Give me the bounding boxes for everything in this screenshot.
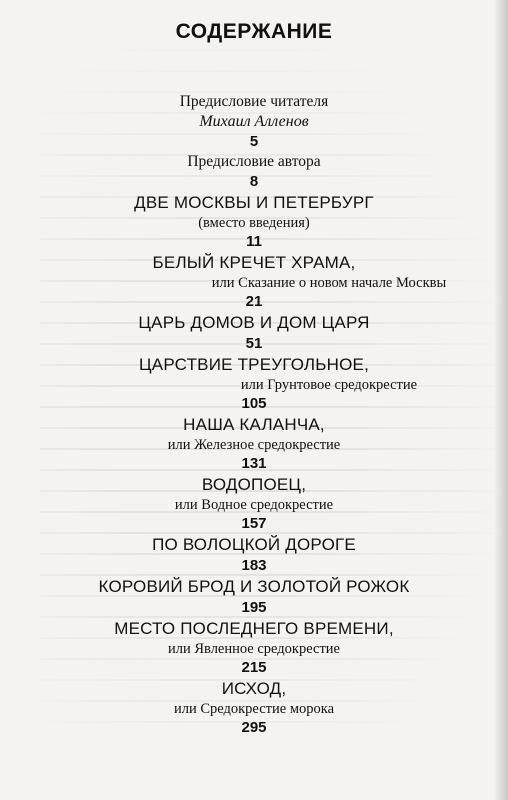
entry-page-number: 157 xyxy=(241,515,267,532)
entry-subtitle: или Водное средокрестие xyxy=(174,497,334,513)
entry-page-number: 5 xyxy=(249,133,259,150)
toc-entry xyxy=(0,474,508,534)
toc-entry xyxy=(0,678,508,738)
entry-subtitle-text: или Грунтовое средокрестие xyxy=(240,377,418,393)
entry-title: ЦАРСТВИЕ ТРЕУГОЛЬНОЕ, xyxy=(139,355,369,374)
entry-page-number: 51 xyxy=(245,335,263,352)
toc-entry xyxy=(0,312,508,354)
entry-page-number: 215 xyxy=(241,659,267,676)
entry-page-number: 11 xyxy=(246,233,262,250)
entry-author: Михаил Алленов xyxy=(199,113,309,130)
table-of-contents xyxy=(0,12,508,738)
entry-page-number: 195 xyxy=(241,599,267,616)
entry-page-number: 295 xyxy=(241,719,267,736)
entry-title: ЦАРЬ ДОМОВ И ДОМ ЦАРЯ xyxy=(138,313,370,332)
entry-title: ДВЕ МОСКВЫ И ПЕТЕРБУРГ xyxy=(134,193,374,212)
entry-title: Предисловие читателя xyxy=(179,93,329,110)
toc-entry xyxy=(0,576,508,618)
entry-title: БЕЛЫЙ КРЕЧЕТ ХРАМА, xyxy=(152,253,356,272)
entry-page-number: 8 xyxy=(249,173,259,190)
entry-page-number: 131 xyxy=(241,455,267,472)
toc-entry xyxy=(0,618,508,678)
entry-subtitle xyxy=(0,274,508,292)
entry-subtitle: (вместо введения) xyxy=(198,215,310,231)
toc-heading: СОДЕРЖАНИЕ xyxy=(175,20,333,43)
entry-title: ПО ВОЛОЦКОЙ ДОРОГЕ xyxy=(152,535,356,554)
entry-subtitle-text: или Сказание о новом начале Москвы xyxy=(211,275,447,291)
entry-title: КОРОВИЙ БРОД И ЗОЛОТОЙ РОЖОК xyxy=(98,577,410,596)
entry-title: МЕСТО ПОСЛЕДНЕГО ВРЕМЕНИ, xyxy=(114,619,394,638)
toc-entry xyxy=(0,92,508,152)
entry-title: ИСХОД, xyxy=(221,679,287,698)
entry-title: ВОДОПОЕЦ, xyxy=(201,475,307,494)
toc-entry xyxy=(0,414,508,474)
toc-entry xyxy=(0,192,508,252)
toc-entry xyxy=(0,152,508,192)
entry-subtitle: или Железное средокрестие xyxy=(167,437,341,453)
entry-title: НАША КАЛАНЧА, xyxy=(183,415,325,434)
entry-title: Предисловие автора xyxy=(187,153,321,170)
entry-page-number: 21 xyxy=(245,293,263,310)
toc-entry xyxy=(0,354,508,414)
entry-subtitle: или Явленное средокрестие xyxy=(167,641,340,657)
toc-entry xyxy=(0,252,508,312)
entry-subtitle: или Средокрестие морока xyxy=(173,701,335,717)
toc-entry xyxy=(0,534,508,576)
entry-subtitle xyxy=(0,376,508,394)
entry-page-number: 105 xyxy=(241,395,267,412)
entry-page-number: 183 xyxy=(241,557,267,574)
